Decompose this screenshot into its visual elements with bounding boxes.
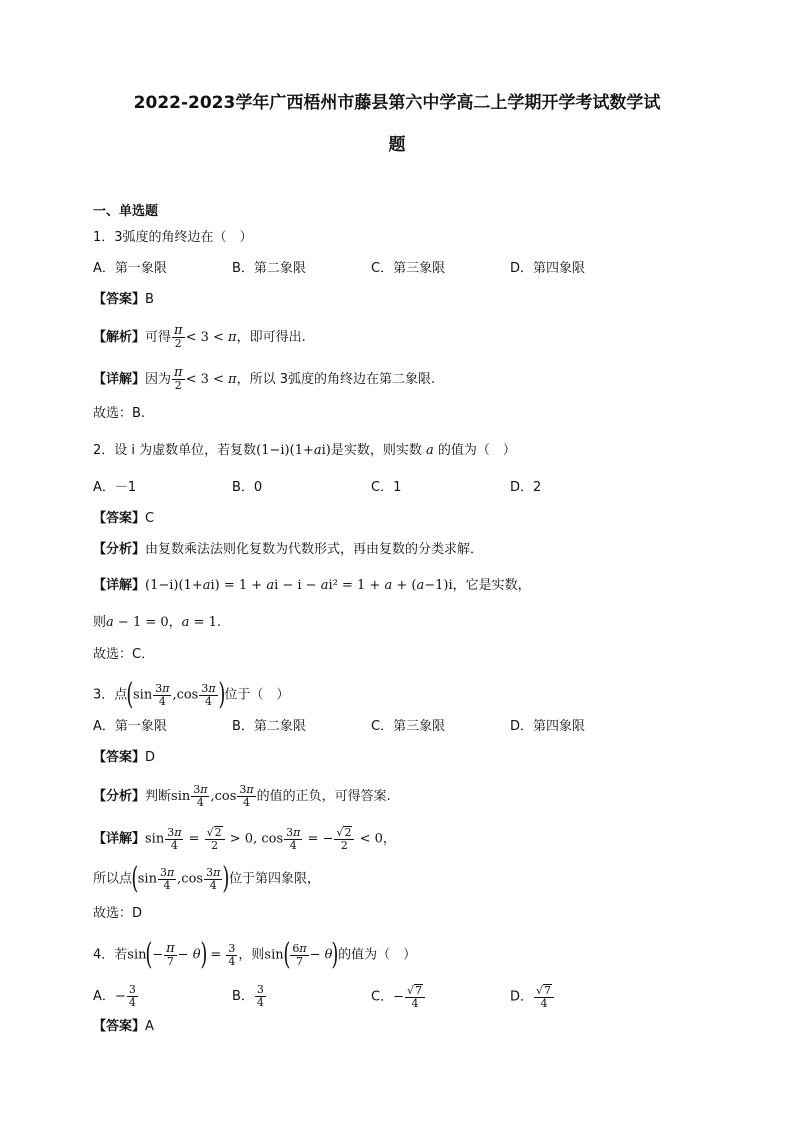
q3-answer: 【答案】D xyxy=(93,750,156,765)
q2-option-c: C．1 xyxy=(371,480,402,495)
q1-conclusion: 故选：B. xyxy=(93,406,146,421)
q3-detail: 【详解】sin $\frac{3\pi}{4}$ = $\frac{√2}{2}$ > 0, cos $\frac{3\pi}{4}$ = − $\frac{√2}{2}$ < 0， xyxy=(93,825,396,852)
q4-stem: 4．若sin(− $\frac{\pi}{7}$ − θ) = $\frac{3}{4}$ ，则sin( $\frac{6\pi}{7}$ − θ)的值为（ ） xyxy=(93,937,417,972)
q2-option-a: A．－1 xyxy=(93,480,137,495)
q3-conclusion: 故选：D xyxy=(93,906,143,921)
q4-option-d: D． $\frac{√7}{4}$ xyxy=(510,984,555,1010)
q1-option-d: D．第四象限 xyxy=(510,261,586,276)
q1-detail: 【详解】因为 $\frac{\pi}{2}$ < 3 < π，所以 3弧度的角终边在第二象限. xyxy=(93,365,436,392)
document-title-line1: 2022-2023学年广西梧州市藤县第六中学高二上学期开学考试数学试 xyxy=(133,93,661,113)
q1-option-a: A．第一象限 xyxy=(93,261,167,276)
q2-analysis: 【分析】由复数乘法法则化复数为代数形式，再由复数的分类求解． xyxy=(93,542,484,557)
q2-stem: 2．设 i 为虚数单位，若复数(1−i)(1+ai)是实数，则实数 a 的值为（ ） xyxy=(93,443,516,458)
q1-option-c: C．第三象限 xyxy=(371,261,446,276)
q2-option-b: B．0 xyxy=(232,480,263,495)
q1-option-b: B．第二象限 xyxy=(232,261,306,276)
q3-option-d: D．第四象限 xyxy=(510,719,586,734)
section-heading: 一、单选题 xyxy=(93,204,159,219)
q4-option-c: C．− $\frac{√7}{4}$ xyxy=(371,984,426,1010)
q3-option-a: A．第一象限 xyxy=(93,719,167,734)
q2-answer: 【答案】C xyxy=(93,511,155,526)
q2-option-d: D．2 xyxy=(510,480,542,495)
q4-answer: 【答案】A xyxy=(93,1019,154,1034)
q1-analysis: 【解析】可得 $\frac{\pi}{2}$ < 3 < π，即可得出. xyxy=(93,323,306,350)
q4-option-b: B． $\frac{3}{4}$ xyxy=(232,983,264,1009)
document-title-line2: 题 xyxy=(388,135,406,155)
q2-conclusion: 故选：C． xyxy=(93,647,155,662)
q3-stem: 3．点(sin $\frac{3\pi}{4}$ ,cos $\frac{3\pi}{4}$ )位于（ ） xyxy=(93,677,290,712)
q2-detail-line2: 则a − 1 = 0，a = 1. xyxy=(93,615,221,630)
q3-option-c: C．第三象限 xyxy=(371,719,446,734)
q3-option-b: B．第二象限 xyxy=(232,719,306,734)
q2-detail: 【详解】(1−i)(1+ai) = 1 + ai − i − ai² = 1 + a + (a−1)i，它是实数， xyxy=(93,578,531,593)
q3-analysis: 【分析】判断sin $\frac{3\pi}{4}$ ,cos $\frac{3\pi}{4}$ 的值的正负，可得答案. xyxy=(93,783,391,809)
q3-detail-line2: 所以点(sin $\frac{3\pi}{4}$ ,cos $\frac{3\pi}{4}$ )位于第四象限， xyxy=(93,861,321,896)
q4-option-a: A．− $\frac{3}{4}$ xyxy=(93,983,136,1009)
q1-answer: 【答案】B xyxy=(93,292,154,307)
q1-stem: 1．3弧度的角终边在（ ） xyxy=(93,230,253,245)
